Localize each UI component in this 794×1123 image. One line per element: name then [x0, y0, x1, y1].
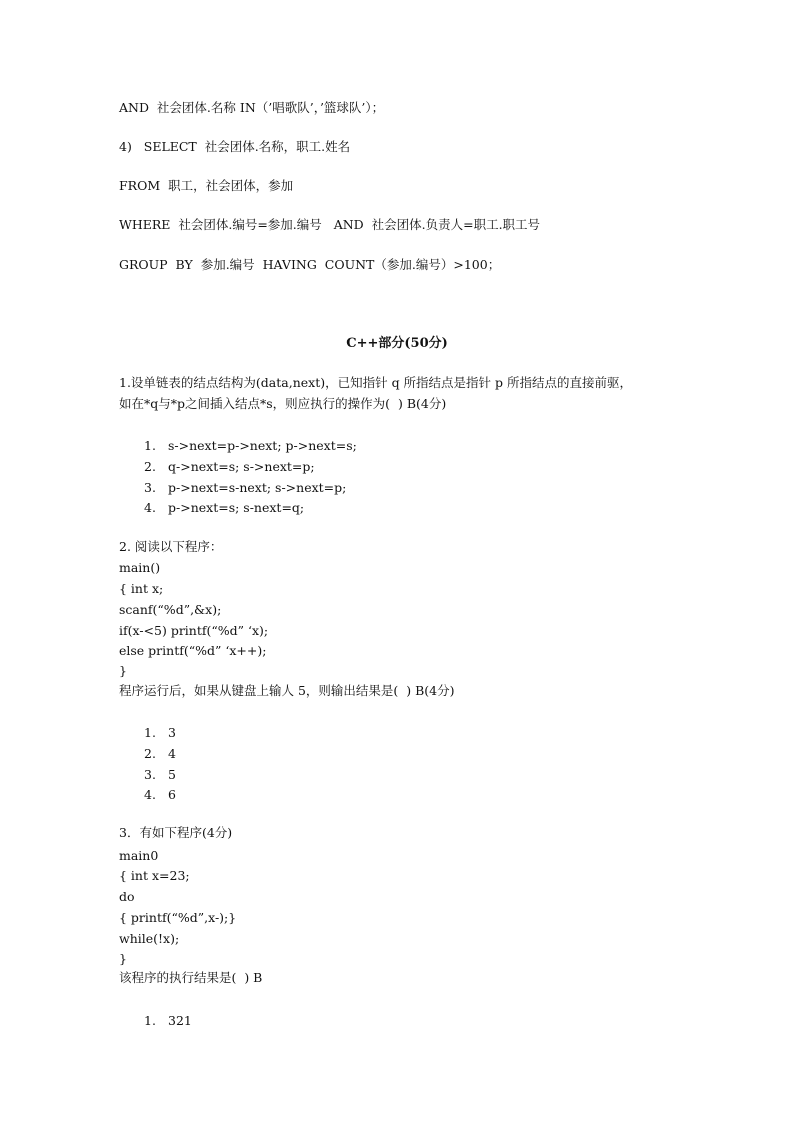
sql-line: GROUP BY 参加.编号 HAVING COUNT（参加.编号）>100； — [119, 257, 501, 272]
question-stem: 如在*q与*p之间插入结点*s，则应执行的操作为( ) B(4分) — [119, 396, 447, 411]
code-line: { printf(“%d”,x-);} — [119, 910, 237, 925]
code-line: main() — [119, 560, 161, 575]
option-text: 5 — [168, 767, 176, 782]
code-line: main0 — [119, 848, 159, 863]
option-item — [144, 1013, 192, 1029]
code-line: scanf(“%d”,&x); — [119, 602, 222, 617]
option-text: p->next=s-next; s->next=p; — [168, 480, 347, 495]
code-line: { int x=23; — [119, 868, 190, 883]
option-item — [144, 725, 176, 741]
option-item — [144, 500, 304, 516]
option-item — [144, 746, 176, 762]
option-text: 3 — [168, 725, 176, 740]
option-text: p->next=s; s-next=q; — [168, 500, 305, 515]
option-item — [144, 480, 346, 496]
option-text: s->next=p->next; p->next=s; — [168, 438, 357, 453]
option-number: 3. — [144, 767, 156, 782]
option-text: 6 — [168, 787, 176, 802]
code-line: while(!x); — [119, 931, 180, 946]
option-number: 3. — [144, 480, 156, 495]
option-item — [144, 787, 176, 803]
code-line: if(x-<5) printf(“%d” ‘x); — [119, 623, 269, 638]
question-title: 3．有如下程序(4分) — [119, 825, 233, 840]
option-item — [144, 767, 176, 783]
sql-line: WHERE 社会团体.编号=参加.编号 AND 社会团体.负责人=职工.职工号 — [119, 217, 541, 232]
code-line: } — [119, 951, 127, 966]
question-stem: 1.设单链表的结点结构为(data,next)，已知指针 q 所指结点是指针 p 所指结点的直接前驱， — [119, 375, 633, 390]
option-text: 321 — [168, 1013, 192, 1028]
question-title: 2. 阅读以下程序： — [119, 539, 223, 554]
code-line: else printf(“%d” ‘x++); — [119, 643, 267, 658]
option-number: 4. — [144, 500, 156, 515]
code-line: } — [119, 663, 127, 678]
option-number: 2. — [144, 746, 156, 761]
sql-line: 4) SELECT 社会团体.名称，职工.姓名 — [119, 139, 351, 154]
code-line: { int x; — [119, 581, 164, 596]
option-number: 1. — [144, 725, 156, 740]
option-text: q->next=s; s->next=p; — [168, 459, 315, 474]
option-text: 4 — [168, 746, 176, 761]
option-item — [144, 459, 315, 475]
option-number: 1. — [144, 438, 156, 453]
code-line: do — [119, 889, 135, 904]
sql-line: AND 社会团体.名称 IN（’唱歌队’，’篮球队’）； — [119, 100, 385, 115]
question-text: 程序运行后，如果从键盘上输人 5，则输出结果是( ) B(4分) — [119, 683, 455, 698]
question-text: 该程序的执行结果是( ) B — [119, 970, 263, 985]
sql-line: FROM 职工，社会团体，参加 — [119, 178, 294, 193]
option-number: 2. — [144, 459, 156, 474]
option-item — [144, 438, 357, 454]
option-number: 4. — [144, 787, 156, 802]
section-heading: C++部分(50分) — [346, 336, 448, 351]
option-number: 1. — [144, 1013, 156, 1028]
